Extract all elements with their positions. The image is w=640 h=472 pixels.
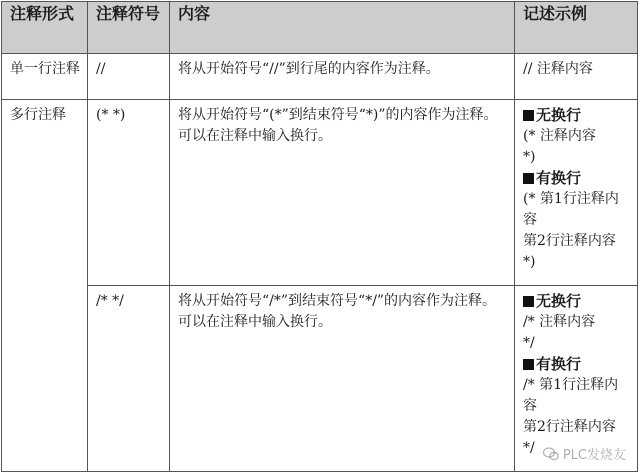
example-line: // 注释内容 [523,61,593,77]
table-row-single-line [2,54,638,100]
watermark-text: PLC发烧友 [562,448,626,463]
table-row-multi-line-paren [2,100,638,286]
content-line: 可以在注释中输入换行。 [178,128,332,144]
table-row-multi-line-slash [2,286,638,472]
cell-example [515,54,638,100]
example-line: (* 注释内容 [523,128,596,144]
cell-example [515,100,638,286]
example-line: 第2行注释内容 */ [523,419,616,456]
cell-content [170,100,515,286]
content-line: 将从开始符号“//”到行尾的内容作为注释。 [178,61,440,77]
square-bullet-icon [523,110,534,121]
comment-syntax-table [1,1,638,472]
example-heading [523,168,631,189]
header-comment-form: 注释形式 [2,2,88,54]
square-bullet-icon [523,173,534,184]
table-header-row [2,2,638,54]
example-heading [523,291,631,312]
cell-symbol: (* *) [88,100,170,286]
example-line: /* 第1行注释内容 [523,377,619,414]
header-example: 记述示例 [515,2,638,54]
example-line: (* 第1行注释内容 [523,191,619,228]
square-bullet-icon [523,359,534,370]
example-line: 第2行注释内容 *) [523,233,616,270]
square-bullet-icon [523,296,534,307]
example-heading [523,105,631,126]
cell-form: 单一行注释 [2,54,88,100]
example-heading-text: 无换行 [536,292,582,310]
example-line: /* 注释内容 [523,314,596,330]
cell-content [170,54,515,100]
example-line: */ [523,335,535,351]
example-heading [523,354,631,375]
header-content: 内容 [170,2,515,54]
cell-content [170,286,515,472]
example-heading-text: 有换行 [536,355,582,373]
example-heading-text: 有换行 [536,169,582,187]
cell-example [515,286,638,472]
cell-symbol: /* */ [88,286,170,472]
cell-symbol: // [88,54,170,100]
example-line: *) [523,149,536,165]
content-line: 将从开始符号“(*”到结束符号“*)”的内容作为注释。 [178,107,498,123]
header-comment-symbol: 注释符号 [88,2,170,54]
content-line: 将从开始符号“/*”到结束符号“*/”的内容作为注释。 [178,293,497,309]
example-heading-text: 无换行 [536,106,582,124]
content-line: 可以在注释中输入换行。 [178,314,332,330]
cell-form: 多行注释 [2,100,88,472]
